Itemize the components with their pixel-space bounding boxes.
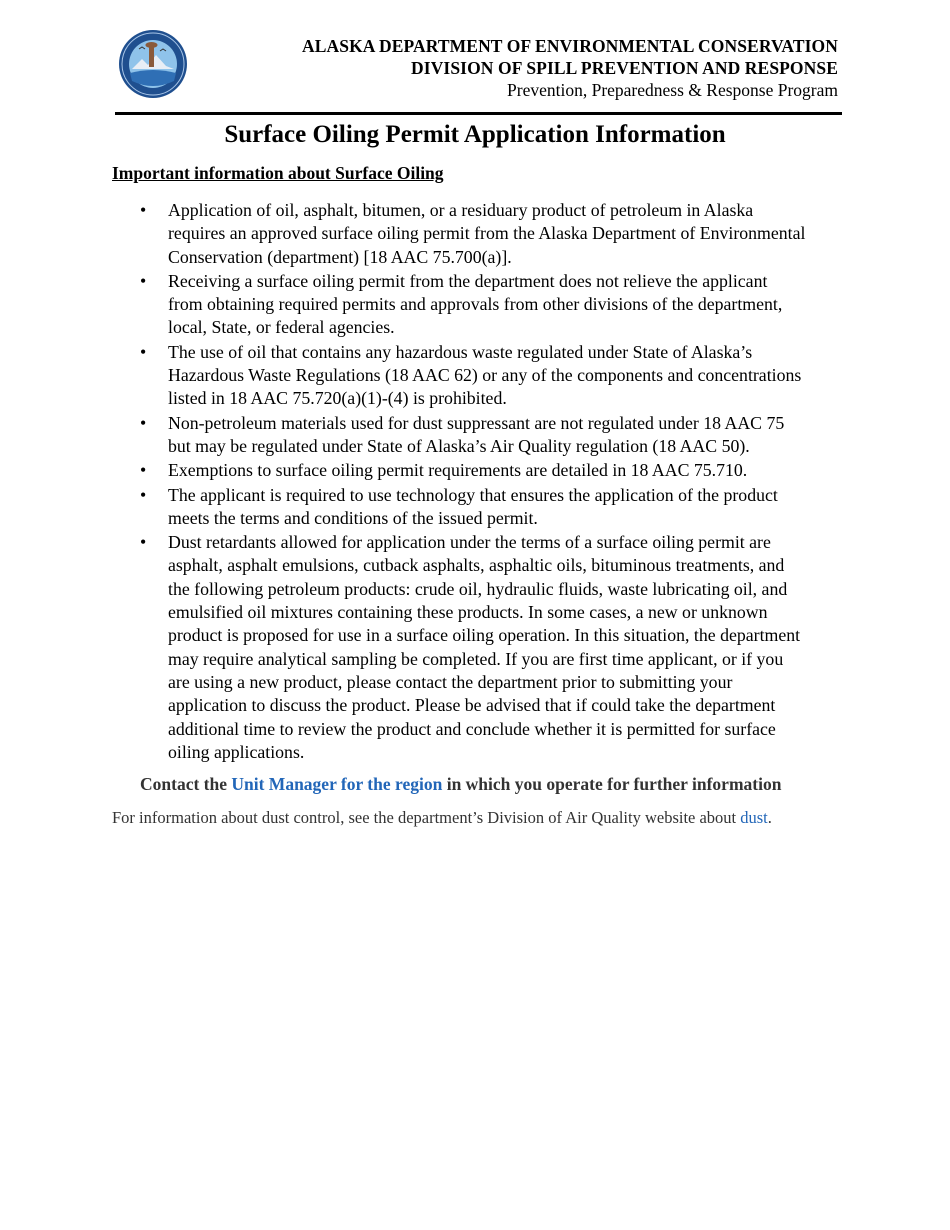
program-name: Prevention, Preparedness & Response Program: [507, 80, 838, 100]
bullet-item: [140, 484, 840, 531]
bullet-dot-icon: •: [140, 200, 147, 220]
section-heading: Important information about Surface Oiling: [112, 163, 444, 183]
bullet-line: meets the terms and conditions of the issued permit.: [168, 507, 538, 528]
bullet-item: [140, 531, 840, 764]
department-name: ALASKA DEPARTMENT OF ENVIRONMENTAL CONSERVATION: [302, 36, 838, 56]
bullet-line: Receiving a surface oiling permit from the department does not relieve the applicant: [168, 270, 768, 291]
bullet-line: from obtaining required permits and approvals from other divisions of the department,: [168, 294, 783, 315]
bullet-dot-icon: •: [140, 412, 147, 433]
bullet-line: additional time to review the product and conclude whether it is permitted for surface: [168, 718, 776, 739]
bullet-dot-icon: •: [140, 270, 147, 291]
bullet-item: [140, 459, 840, 482]
division-name: DIVISION OF SPILL PREVENTION AND RESPONSE: [411, 58, 838, 78]
bullet-line: the following petroleum products: crude oil, hydraulic fluids, waste lubricating oil, and: [168, 578, 788, 599]
dust-link[interactable]: dust: [740, 808, 768, 827]
bullet-line: Hazardous Waste Regulations (18 AAC 62) or any of the components and concentrations: [168, 365, 802, 386]
bullet-item: [140, 199, 840, 269]
bullet-dot-icon: •: [140, 484, 147, 505]
contact-prefix: Contact the: [140, 774, 232, 794]
bullet-item: [140, 270, 840, 340]
bullet-line: may require analytical sampling be completed. If you are first time applicant, or if you: [168, 648, 784, 669]
bullet-line: listed in 18 AAC 75.720(a)(1)-(4) is prohibited.: [168, 388, 507, 409]
bullet-line: Application of oil, asphalt, bitumen, or a residuary product of petroleum in Alaska: [168, 200, 754, 220]
bullet-line: emulsified oil mixtures containing these products. In some cases, a new or unknown: [168, 602, 768, 623]
dust-control-note: [112, 807, 772, 829]
contact-suffix: in which you operate for further information: [442, 774, 782, 794]
bullet-item: [140, 341, 840, 411]
bullet-line: Non-petroleum materials used for dust suppressant are not regulated under 18 AAC 75: [168, 412, 785, 433]
bullet-line: Conservation (department) [18 AAC 75.700(a)].: [168, 246, 512, 267]
contact-line: [140, 773, 781, 795]
unit-manager-link[interactable]: Unit Manager for the region: [231, 774, 443, 794]
bullet-line: application to discuss the product. Please be advised that if could take the department: [168, 695, 776, 716]
adec-seal-logo: [118, 29, 188, 99]
bullet-line: oiling applications.: [168, 741, 305, 762]
bullet-line: The use of oil that contains any hazardous waste regulated under State of Alaska’s: [168, 341, 753, 362]
page-title: Surface Oiling Permit Application Information: [224, 121, 726, 148]
bullet-line: local, State, or federal agencies.: [168, 317, 395, 338]
bullet-line: Dust retardants allowed for application under the terms of a surface oiling permit are: [168, 532, 771, 553]
bullet-line: are using a new product, please contact the department prior to submitting your: [168, 671, 733, 692]
dust-note-end: .: [767, 808, 772, 827]
letterhead: [302, 35, 838, 101]
dust-note-text: For information about dust control, see the department’s Division of Air Quality website about: [112, 808, 741, 827]
info-bullet-list: [140, 199, 840, 765]
bullet-line: Exemptions to surface oiling permit requirements are detailed in 18 AAC 75.710.: [168, 460, 748, 481]
header-divider: [115, 112, 842, 115]
bullet-line: but may be regulated under State of Alaska’s Air Quality regulation (18 AAC 50).: [168, 435, 750, 456]
bullet-line: The applicant is required to use technology that ensures the application of the product: [168, 484, 778, 505]
bullet-dot-icon: •: [140, 341, 147, 362]
bullet-line: asphalt, asphalt emulsions, cutback asphalts, asphaltic oils, bituminous treatments, and: [168, 555, 785, 576]
bullet-line: product is proposed for use in a surface oiling operation. In this situation, the department: [168, 625, 801, 646]
bullet-dot-icon: •: [140, 532, 147, 553]
bullet-line: requires an approved surface oiling permit from the Alaska Department of Environmental: [168, 223, 806, 244]
bullet-item: [140, 412, 840, 459]
bullet-dot-icon: •: [140, 460, 147, 481]
